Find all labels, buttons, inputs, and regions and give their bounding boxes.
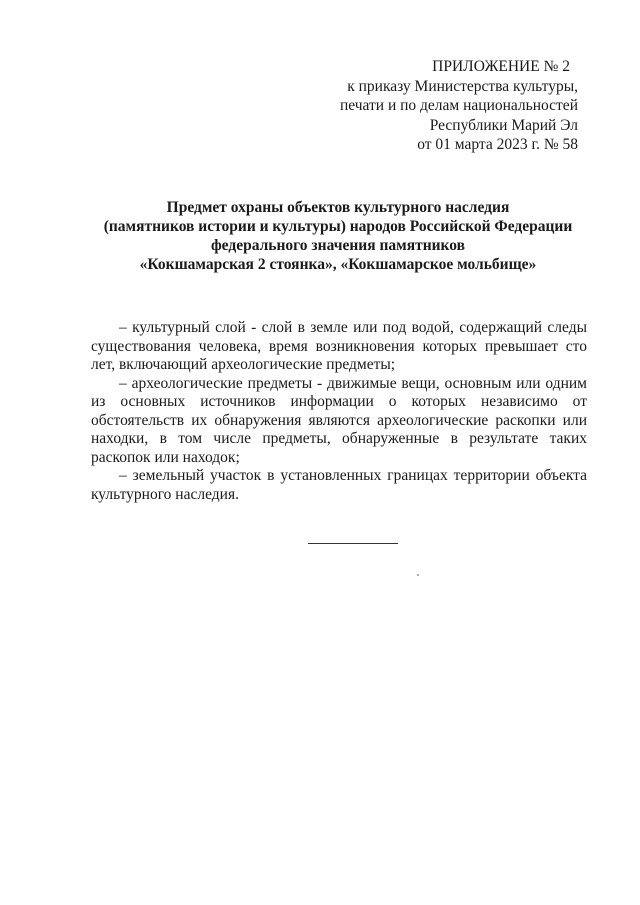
title-line: «Кокшамарская 2 стоянка», «Кокшамарское мольбище» <box>139 256 537 273</box>
appendix-line: печати и по делам национальностей <box>339 97 578 114</box>
title-line: (памятников истории и культуры) народов Российской Федерации <box>103 218 573 235</box>
appendix-heading: ПРИЛОЖЕНИЕ № 2 <box>432 58 570 75</box>
appendix-line: к приказу Министерства культуры, <box>347 77 578 95</box>
list-item: – культурный слой - слой в земле или под водой, содержащий следы существования человека, время возникновения которых превышает сто лет, включающий археологические предметы; <box>91 319 587 373</box>
protection-items-list <box>91 319 587 504</box>
list-item: – земельный участок в установленных границах территории объекта культурного наследия. <box>91 467 587 503</box>
appendix-line: от 01 марта 2023 г. № 58 <box>417 136 578 153</box>
closing-rule <box>308 543 398 544</box>
appendix-line: Республики Марий Эл <box>429 116 578 134</box>
list-item: – археологические предметы - движимые вещи, основным или одним из основных источников информации о которых независимо от обстоятельств их обнаружения являются археологические раскопки или находки, в том числе предметы, обнаруженные в результате таких раскопок или находок; <box>91 374 587 466</box>
title-line: федерального значения памятников <box>210 237 466 254</box>
appendix-block <box>298 57 578 155</box>
document-title <box>90 198 586 274</box>
scan-speck <box>417 574 419 576</box>
title-line: Предмет охраны объектов культурного наследия <box>166 199 510 216</box>
